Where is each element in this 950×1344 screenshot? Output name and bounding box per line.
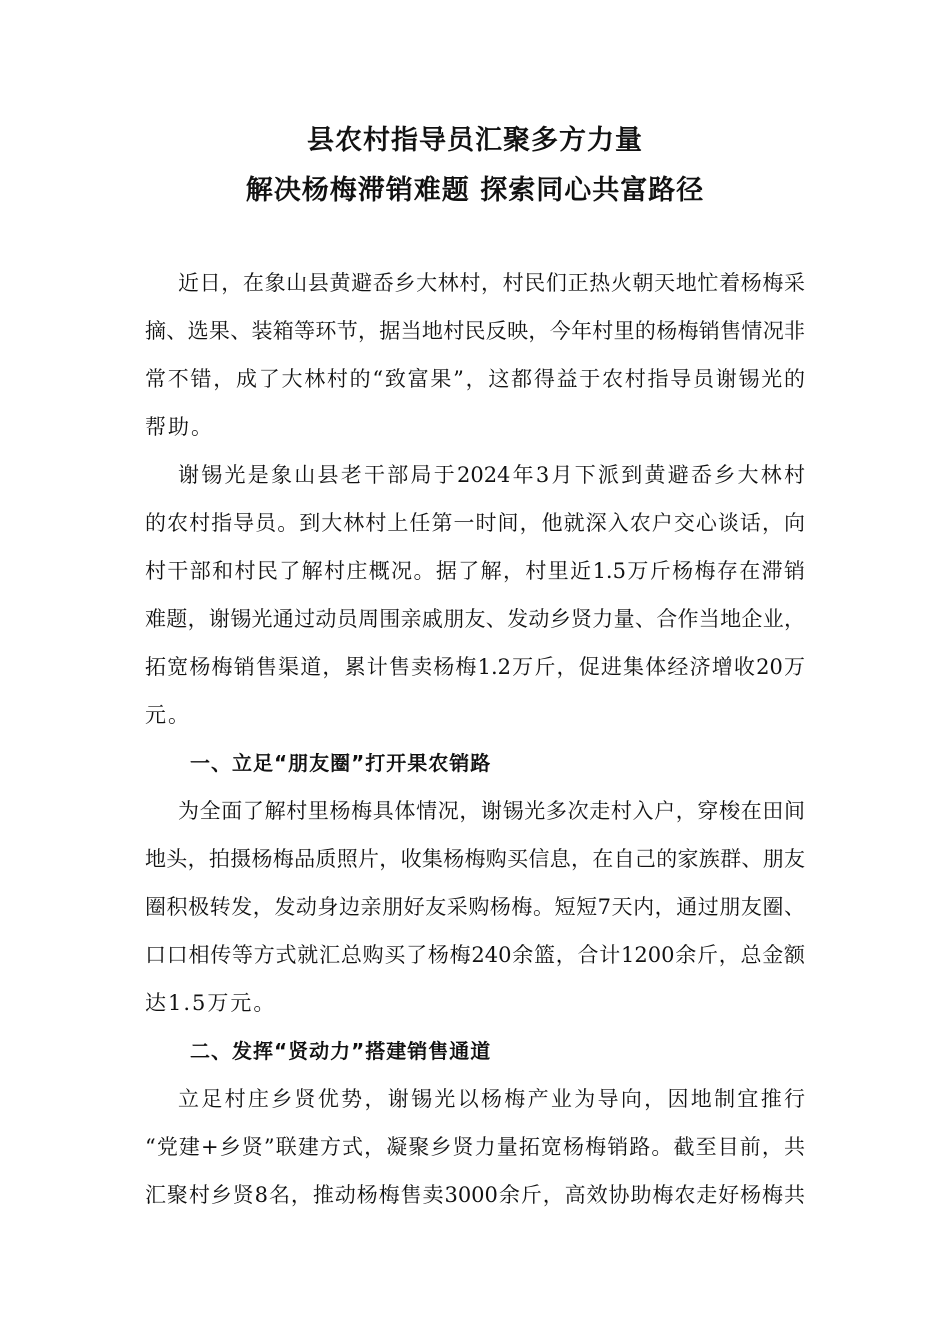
- document-title-line-2: 解决杨梅滞销难题 探索同心共富路径: [245, 175, 705, 206]
- paragraph-line: 近日，在象山县黄避岙乡大林村，村民们正热火朝天地忙着杨梅采: [178, 271, 805, 295]
- paragraph-line: 立足村庄乡贤优势，谢锡光以杨梅产业为导向，因地制宜推行: [178, 1087, 805, 1111]
- section-heading-1: 一、立足“朋友圈”打开果农销路: [190, 751, 492, 775]
- paragraph-line: 地头，拍摄杨梅品质照片，收集杨梅购买信息，在自己的家族群、朋友: [145, 847, 805, 871]
- paragraph-line: 村干部和村民了解村庄概况。据了解，村里近1.5万斤杨梅存在滞销: [145, 559, 805, 583]
- paragraph-line: 的农村指导员。到大林村上任第一时间，他就深入农户交心谈话，向: [145, 511, 805, 535]
- section-heading-2: 二、发挥“贤动力”搭建销售通道: [190, 1039, 492, 1063]
- paragraph-line: “党建+乡贤”联建方式，凝聚乡贤力量拓宽杨梅销路。截至目前，共: [145, 1135, 805, 1159]
- paragraph-line: 常不错，成了大林村的“致富果”，这都得益于农村指导员谢锡光的: [145, 367, 805, 391]
- paragraph-line: 谢锡光是象山县老干部局于2024年3月下派到黄避岙乡大林村: [178, 463, 805, 487]
- paragraph-line: 达1.5万元。: [145, 991, 277, 1015]
- paragraph-line: 圈积极转发，发动身边亲朋好友采购杨梅。短短7天内，通过朋友圈、: [145, 895, 805, 919]
- paragraph-line: 元。: [145, 703, 191, 727]
- paragraph-line: 帮助。: [145, 415, 214, 439]
- paragraph-line: 口口相传等方式就汇总购买了杨梅240余篮，合计1200余斤，总金额: [145, 943, 805, 967]
- paragraph-line: 汇聚村乡贤8名，推动杨梅售卖3000余斤，高效协助梅农走好杨梅共: [145, 1183, 805, 1207]
- paragraph-line: 摘、选果、装箱等环节，据当地村民反映，今年村里的杨梅销售情况非: [145, 319, 805, 343]
- paragraph-line: 为全面了解村里杨梅具体情况，谢锡光多次走村入户，穿梭在田间: [178, 799, 805, 823]
- paragraph-line: 拓宽杨梅销售渠道，累计售卖杨梅1.2万斤，促进集体经济增收20万: [145, 655, 805, 679]
- document-body: [145, 259, 805, 1219]
- paragraph-line: 难题，谢锡光通过动员周围亲戚朋友、发动乡贤力量、合作当地企业，: [145, 607, 805, 631]
- document-title-line-1: 县农村指导员汇聚多方力量: [307, 125, 643, 156]
